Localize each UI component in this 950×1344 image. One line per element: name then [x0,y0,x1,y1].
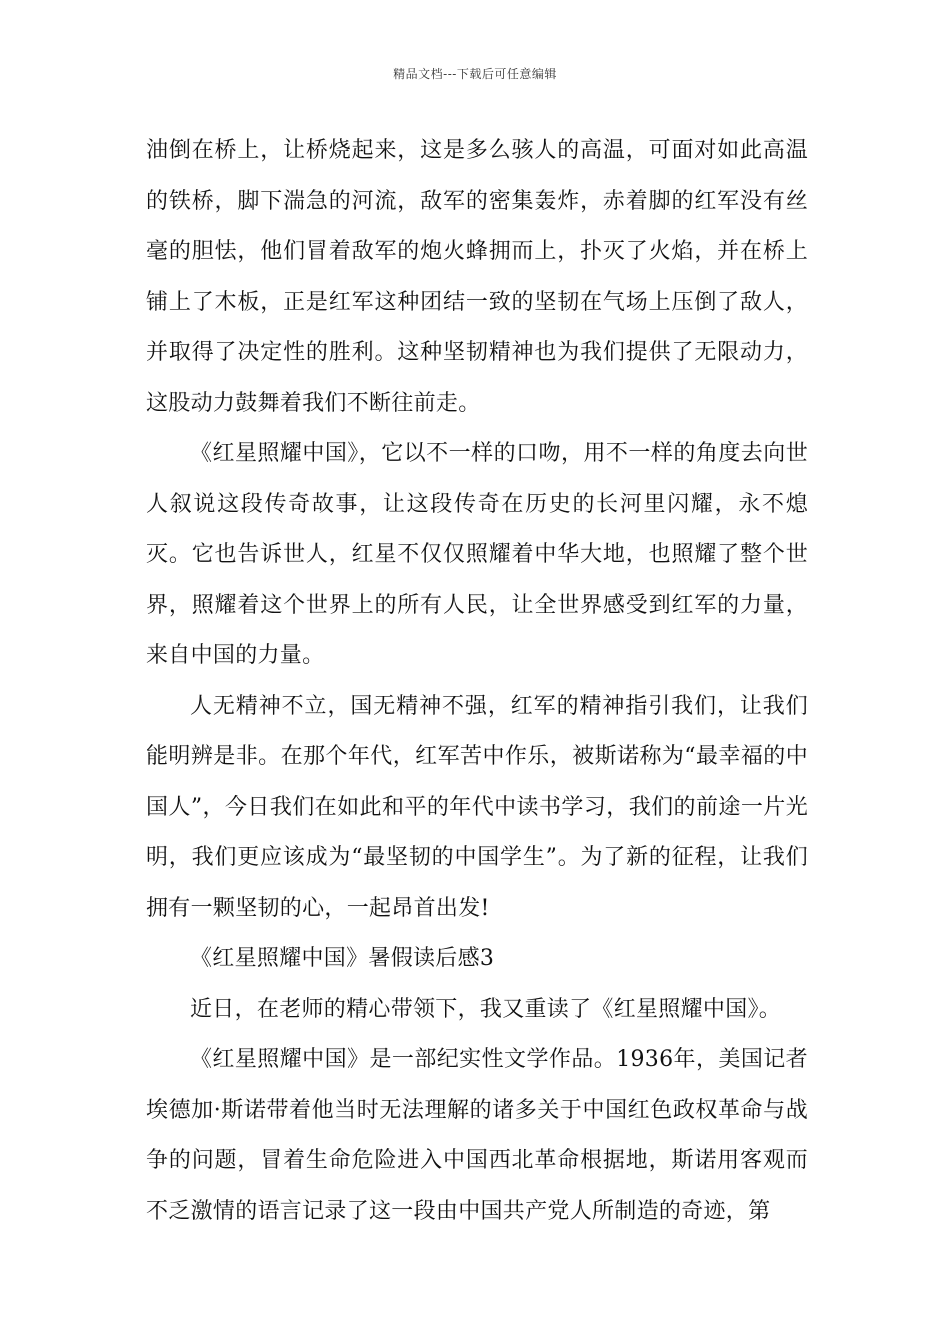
body-text [146,126,808,1237]
paragraph-spirit: 人无精神不立，国无精神不强，红军的精神指引我们，让我们能明辨是非。在那个年代，红军苦中作乐，被斯诺称为“最幸福的中国人”，今日我们在如此和平的年代中读书学习，我们的前途一片光明，我们更应该成为“最坚韧的中国学生”。为了新的征程，让我们拥有一颗坚韧的心，一起昂首出发! [146,693,808,921]
paragraph-documentary: 《红星照耀中国》是一部纪实性文学作品。1936年，美国记者埃德加·斯诺带着他当时无法理解的诸多关于中国红色政权革命与战争的问题，冒着生命危险进入中国西北革命根据地，斯诺用客观而不乏激情的语言记录了这一段由中国共产党人所制造的奇迹，第 [146,1047,808,1224]
page-header: 精品文档---下载后可任意编辑 [393,67,557,81]
paragraph-bridge: 油倒在桥上，让桥烧起来，这是多么骇人的高温，可面对如此高温的铁桥，脚下湍急的河流，敌军的密集轰炸，赤着脚的红军没有丝毫的胆怯，他们冒着敌军的炮火蜂拥而上，扑灭了火焰，并在桥上铺上了木板，正是红军这种团结一致的坚韧在气场上压倒了敌人，并取得了决定性的胜利。这种坚韧精神也为我们提供了无限动力，这股动力鼓舞着我们不断往前走。 [146,138,808,416]
paragraph-reread: 近日，在老师的精心带领下，我又重读了《红星照耀中国》。 [190,996,782,1022]
paragraph-red-star-tells: 《红星照耀中国》，它以不一样的口吻，用不一样的角度去向世人叙说这段传奇故事，让这段传奇在历史的长河里闪耀，永不熄灭。它也告诉世人，红星不仅仅照耀着中华大地，也照耀了整个世界，照耀着这个世界上的所有人民，让全世界感受到红军的力量，来自中国的力量。 [146,441,808,668]
section-title: 《红星照耀中国》暑假读后感3 [190,946,495,971]
